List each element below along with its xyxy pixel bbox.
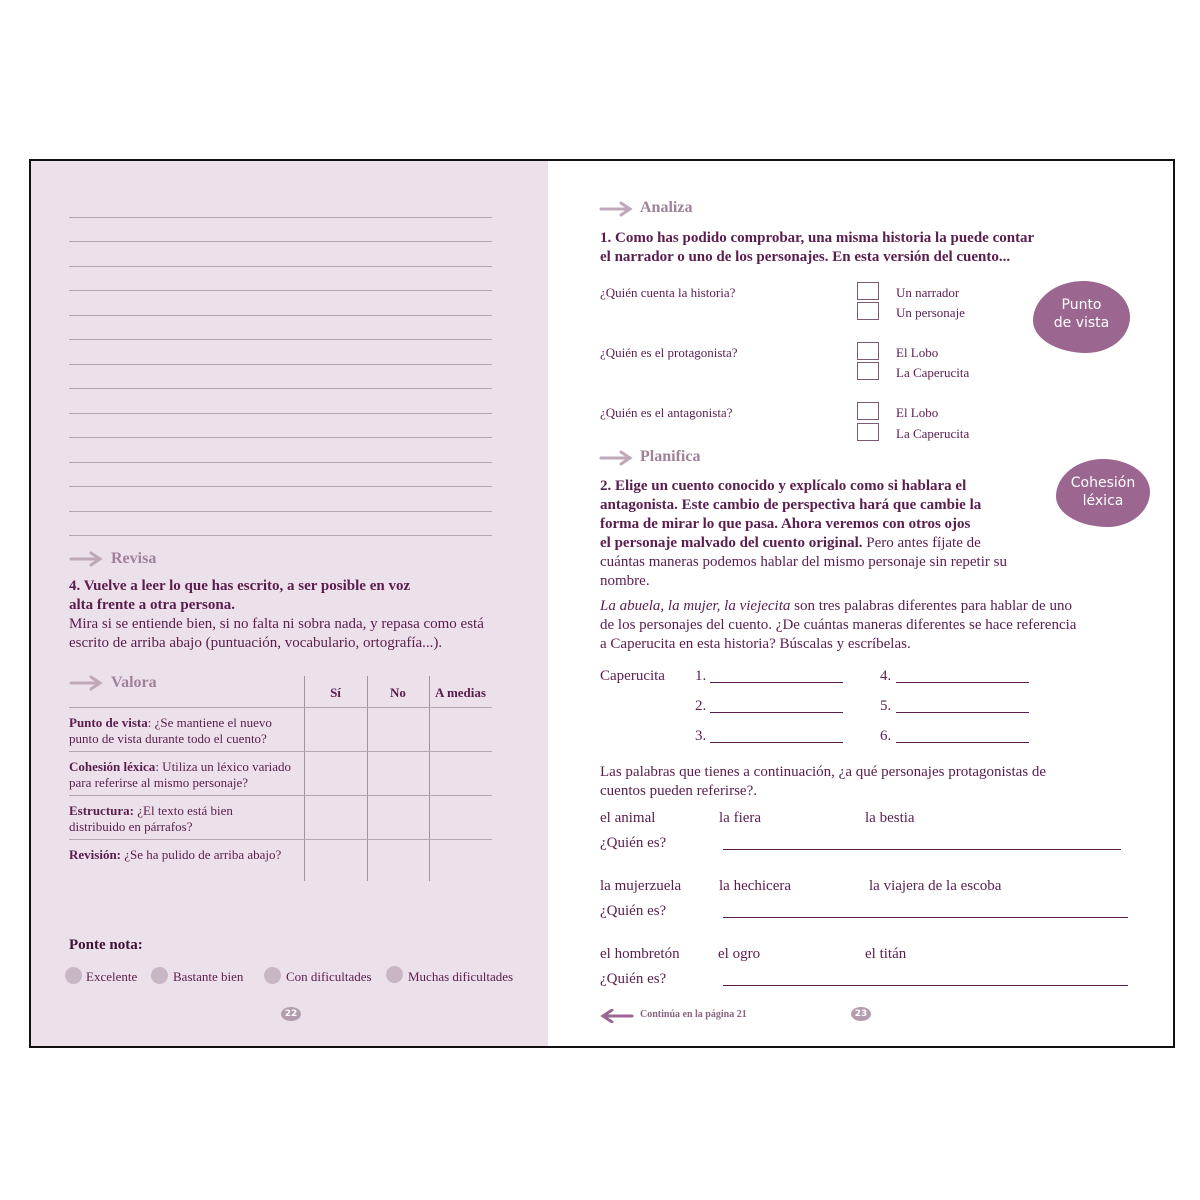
revisa-body-line: Mira si se entiende bien, si no falta ni sobra nada, y repasa como está (69, 616, 484, 632)
rating-option-dot[interactable] (386, 966, 403, 983)
row-text: ¿Se ha pulido de arriba abajo? (121, 847, 282, 862)
arrow-right-icon (599, 201, 635, 217)
option-label: El Lobo (896, 345, 939, 360)
row-label: Punto de vista (69, 715, 148, 730)
revisa-body (69, 615, 519, 653)
writing-line (69, 266, 492, 267)
right-page (548, 161, 1173, 1046)
option-label: Un personaje (896, 305, 965, 320)
rating-option-label: Bastante bien (173, 969, 244, 984)
writing-line (69, 462, 492, 463)
answer-number: 6. (880, 728, 892, 744)
answer-line[interactable] (896, 742, 1029, 743)
writing-line (69, 413, 492, 414)
page-number: 23 (851, 1007, 871, 1021)
row-label: Estructura: (69, 803, 134, 818)
row-text: : Utiliza un léxico variado (155, 759, 292, 774)
table-row (69, 715, 301, 747)
answer-line[interactable] (710, 712, 843, 713)
page-number: 22 (281, 1007, 301, 1021)
word-option: el animal (600, 810, 656, 826)
answer-line[interactable] (896, 682, 1029, 683)
table-row-divider (69, 839, 492, 840)
answer-line[interactable] (710, 742, 843, 743)
planifica-line: Pero antes fíjate de (862, 535, 981, 551)
answer-number: 2. (695, 698, 707, 714)
word-option: la mujerzuela (600, 878, 682, 894)
planifica-question (600, 477, 1100, 591)
analiza-question (600, 229, 1120, 267)
section-heading-analiza: Analiza (640, 199, 693, 216)
rating-option-label: Muchas dificultades (408, 969, 514, 984)
answer-number: 4. (880, 668, 892, 684)
analiza-question-line: 1. Como has podido comprobar, una misma historia la puede contar (600, 230, 1035, 246)
planifica-paragraph (600, 597, 1140, 654)
word-option: el ogro (718, 946, 761, 962)
quien-es-label: ¿Quién es? (600, 835, 667, 851)
option-label: El Lobo (896, 405, 939, 420)
word-option: el hombretón (600, 946, 680, 962)
arrow-right-icon (69, 551, 105, 567)
option-label: La Caperucita (896, 365, 970, 380)
word-option: la bestia (865, 810, 915, 826)
checkbox[interactable] (857, 342, 879, 360)
badge-line: Cohesión (1070, 475, 1136, 491)
rating-option-dot[interactable] (65, 967, 82, 984)
writing-line (69, 486, 492, 487)
table-row (69, 847, 301, 863)
analiza-item-question: ¿Quién cuenta la historia? (600, 285, 736, 300)
badge-line: léxica (1082, 493, 1124, 509)
answer-line[interactable] (723, 849, 1121, 850)
answer-line[interactable] (723, 985, 1128, 986)
word-option: la hechicera (719, 878, 792, 894)
badge-line: Punto (1061, 297, 1102, 313)
writing-line (69, 535, 492, 536)
book-spread (29, 159, 1175, 1048)
row-text: punto de vista durante todo el cuento? (69, 731, 267, 746)
badge-punto-de-vista (1033, 281, 1130, 353)
table-row-divider (69, 795, 492, 796)
revisa-body-line: escrito de arriba abajo (puntuación, vocabulario, ortografía...). (69, 635, 443, 651)
table-row (69, 759, 301, 791)
writing-line (69, 511, 492, 512)
analiza-item-question: ¿Quién es el antagonista? (600, 405, 733, 420)
row-label: Cohesión léxica (69, 759, 156, 774)
row-text: : ¿Se mantiene el nuevo (147, 715, 272, 730)
table-row (69, 803, 301, 835)
revisa-question (69, 577, 509, 615)
answer-line[interactable] (710, 682, 843, 683)
planifica-paragraph (600, 763, 1140, 801)
paragraph-line: Las palabras que tienes a continuación, ¿a qué personajes protagonistas de (600, 764, 1047, 780)
badge-line: de vista (1053, 315, 1110, 331)
option-label: La Caperucita (896, 426, 970, 441)
arrow-left-icon (600, 1009, 634, 1023)
continue-note: Continúa en la página 21 (640, 1009, 747, 1020)
analiza-item-question: ¿Quién es el protagonista? (600, 345, 738, 360)
revisa-question-line: alta frente a otra persona. (69, 597, 235, 613)
planifica-line: 2. Elige un cuento conocido y explícalo como si hablara el (600, 478, 967, 494)
italic-words: La abuela, la mujer, la viejecita (600, 598, 791, 614)
row-text: distribuido en párrafos? (69, 819, 193, 834)
planifica-line: antagonista. Este cambio de perspectiva hará que cambie la (600, 497, 982, 513)
writing-line (69, 339, 492, 340)
writing-line (69, 290, 492, 291)
answer-line[interactable] (723, 917, 1128, 918)
column-header-no: No (390, 685, 406, 700)
caperucita-label: Caperucita (600, 668, 665, 684)
row-label: Revisión: (69, 847, 121, 862)
rating-option-dot[interactable] (151, 967, 168, 984)
answer-number: 5. (880, 698, 892, 714)
rating-option-label: Excelente (86, 969, 138, 984)
badge-cohesion-lexica (1056, 459, 1150, 527)
revisa-question-line: 4. Vuelve a leer lo que has escrito, a ser posible en voz (69, 578, 411, 594)
option-label: Un narrador (896, 285, 960, 300)
checkbox[interactable] (857, 402, 879, 420)
checkbox[interactable] (857, 302, 879, 320)
table-row-divider (69, 707, 492, 708)
paragraph-line: son tres palabras diferentes para hablar de uno (790, 598, 1072, 614)
analiza-question-line: el narrador o uno de los personajes. En esta versión del cuento... (600, 249, 1011, 265)
paragraph-line: de los personajes del cuento. ¿De cuántas maneras diferentes se hace referencia (600, 617, 1077, 633)
column-header-si: Sí (330, 685, 341, 700)
writing-line (69, 217, 492, 218)
paragraph-line: a Caperucita en esta historia? Búscalas y escríbelas. (600, 636, 911, 652)
checkbox[interactable] (857, 282, 879, 300)
writing-line (69, 437, 492, 438)
rating-option-dot[interactable] (264, 967, 281, 984)
arrow-right-icon (69, 675, 105, 691)
writing-line (69, 315, 492, 316)
writing-line (69, 388, 492, 389)
arrow-right-icon (599, 450, 635, 466)
row-text: ¿El texto está bien (134, 803, 233, 818)
answer-number: 1. (695, 668, 707, 684)
planifica-line: el personaje malvado del cuento original. (600, 535, 863, 551)
left-page (31, 161, 548, 1046)
rating-option-label: Con dificultades (286, 969, 372, 984)
ponte-nota-heading: Ponte nota: (69, 937, 143, 953)
planifica-line: nombre. (600, 573, 650, 589)
word-option: la viajera de la escoba (869, 878, 1002, 894)
answer-number: 3. (695, 728, 707, 744)
section-heading-revisa: Revisa (111, 550, 157, 567)
paragraph-line: cuentos pueden referirse?. (600, 783, 758, 799)
quien-es-label: ¿Quién es? (600, 903, 667, 919)
writing-line (69, 364, 492, 365)
checkbox[interactable] (857, 423, 879, 441)
checkbox[interactable] (857, 362, 879, 380)
writing-line (69, 241, 492, 242)
planifica-line: cuántas maneras podemos hablar del mismo personaje sin repetir su (600, 554, 1007, 570)
section-heading-valora: Valora (111, 674, 157, 691)
planifica-line: forma de mirar lo que pasa. Ahora veremos con otros ojos (600, 516, 971, 532)
row-text: para referirse al mismo personaje? (69, 775, 249, 790)
section-heading-planifica: Planifica (640, 448, 701, 465)
word-option: la fiera (719, 810, 762, 826)
column-header-a-medias: A medias (435, 685, 486, 700)
word-option: el titán (865, 946, 907, 962)
table-row-divider (69, 751, 492, 752)
answer-line[interactable] (896, 712, 1029, 713)
quien-es-label: ¿Quién es? (600, 971, 667, 987)
